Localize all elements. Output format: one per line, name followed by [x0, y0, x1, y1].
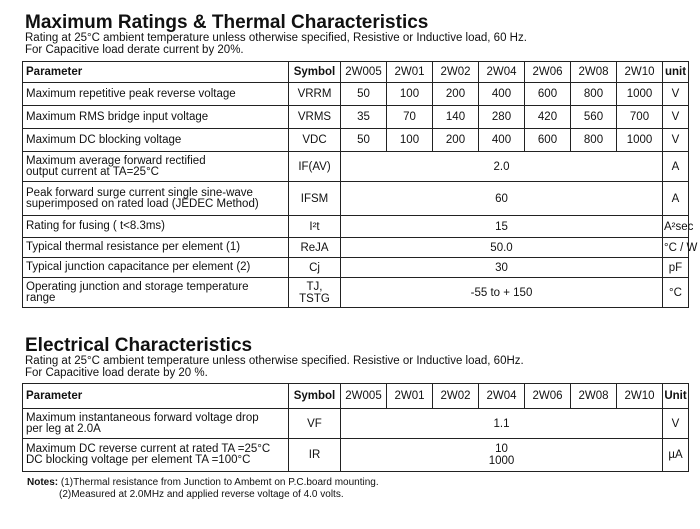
max-ratings-table — [22, 61, 698, 308]
header-device: 2W01 — [387, 384, 433, 409]
value-cell: 280 — [479, 106, 525, 129]
header-device: 2W06 — [525, 62, 571, 83]
note-2: (2)Measured at 2.0MHz and applied reverse voltage of 4.0 volts. — [59, 489, 344, 500]
parameter-line: Typical junction capacitance per element (2) — [26, 261, 251, 273]
symbol-line: I²t — [309, 220, 320, 233]
unit-cell: pF — [663, 258, 689, 278]
symbol-cell — [289, 409, 341, 439]
table-row — [23, 216, 689, 238]
parameter-cell — [23, 278, 289, 308]
value-cell-merged — [341, 278, 663, 308]
value-line: 60 — [495, 192, 508, 205]
header-unit: unit — [663, 62, 689, 83]
table-row — [23, 129, 689, 152]
value-cell: 560 — [571, 106, 617, 129]
value-cell: 100 — [387, 129, 433, 152]
value-cell: 800 — [571, 83, 617, 106]
symbol-line: VRRM — [297, 88, 332, 100]
notes — [27, 477, 379, 501]
header-device: 2W06 — [525, 384, 571, 409]
parameter-cell — [23, 238, 289, 258]
header-device: 2W04 — [479, 384, 525, 409]
value-cell: 420 — [525, 106, 571, 129]
max-ratings-note-2: For Capacitive load derate current by 20%. — [25, 44, 244, 56]
value-cell: 400 — [479, 83, 525, 106]
symbol-line: IFSM — [300, 192, 329, 205]
value-line: 1000 — [488, 455, 515, 467]
table-row — [23, 106, 689, 129]
table-row — [23, 152, 689, 182]
value-line: 15 — [495, 220, 508, 233]
parameter-line: per leg at 2.0A — [26, 422, 101, 435]
value-line: 30 — [495, 261, 508, 274]
parameter-line: superimposed on rated load (JEDEC Method) — [26, 197, 259, 210]
header-device: 2W08 — [571, 384, 617, 409]
value-cell-merged — [341, 258, 663, 278]
table-header-row — [23, 384, 689, 409]
header-parameter: Parameter — [23, 384, 289, 409]
header-device: 2W01 — [387, 62, 433, 83]
max-ratings-note-1: Rating at 25°C ambient temperature unless otherwise specified, Resistive or Inductive load, 60 Hz. — [25, 32, 527, 44]
value-cell: 600 — [525, 129, 571, 152]
header-device: 2W10 — [617, 384, 663, 409]
value-cell: 700 — [617, 106, 663, 129]
header-unit: Unit — [663, 384, 689, 409]
parameter-cell — [23, 129, 289, 152]
parameter-line: Maximum instantaneous forward voltage drop — [26, 411, 259, 424]
parameter-cell — [23, 152, 289, 182]
value-cell: 100 — [387, 83, 433, 106]
parameter-line: Maximum average forward rectified — [26, 154, 206, 167]
unit-cell: A²sec — [663, 216, 689, 238]
header-parameter: Parameter — [23, 62, 289, 83]
value-cell-merged — [341, 216, 663, 238]
value-cell-merged — [341, 152, 663, 182]
unit-cell: °C — [663, 278, 689, 308]
unit-cell: V — [663, 129, 689, 152]
header-device: 2W04 — [479, 62, 525, 83]
table-row — [23, 83, 689, 106]
symbol-cell — [289, 238, 341, 258]
note-1: (1)Thermal resistance from Junction to Ambemt on P.C.board mounting. — [60, 477, 379, 488]
table-row — [23, 238, 689, 258]
parameter-line: Peak forward surge current single sine-wave — [26, 186, 253, 199]
value-cell: 1000 — [617, 83, 663, 106]
table-row — [23, 439, 689, 472]
value-cell-merged — [341, 238, 663, 258]
value-cell-merged — [341, 439, 663, 472]
value-cell: 1000 — [617, 129, 663, 152]
table-row — [23, 409, 689, 439]
unit-cell: A — [663, 182, 689, 216]
symbol-cell — [289, 439, 341, 472]
table-row — [23, 258, 689, 278]
header-device: 2W02 — [433, 62, 479, 83]
value-cell: 35 — [341, 106, 387, 129]
parameter-line: output current at TA=25°C — [26, 165, 159, 178]
header-device: 2W10 — [617, 62, 663, 83]
unit-cell: A — [663, 152, 689, 182]
parameter-line: Maximum DC blocking voltage — [26, 133, 182, 146]
symbol-cell — [289, 182, 341, 216]
value-line: 50.0 — [490, 241, 513, 254]
symbol-cell — [289, 258, 341, 278]
parameter-cell — [23, 258, 289, 278]
value-cell: 200 — [433, 83, 479, 106]
value-cell: 50 — [341, 83, 387, 106]
symbol-cell — [289, 106, 341, 129]
value-cell: 200 — [433, 129, 479, 152]
symbol-line: IR — [308, 449, 321, 461]
value-cell-merged — [341, 182, 663, 216]
parameter-line: DC blocking voltage per element TA =100°C — [26, 454, 251, 466]
parameter-line: Maximum DC reverse current at rated TA =25°C — [26, 443, 271, 455]
symbol-line: VF — [307, 417, 322, 430]
parameter-line: range — [26, 291, 56, 304]
electrical-note-1: Rating at 25°C ambient temperature unless otherwise specified. Resistive or Inductive load, 60Hz. — [25, 355, 524, 367]
symbol-cell — [289, 216, 341, 238]
symbol-line: ReJA — [300, 241, 329, 254]
parameter-line: Rating for fusing ( t<8.3ms) — [26, 220, 166, 232]
parameter-line: Maximum repetitive peak reverse voltage — [26, 87, 236, 100]
value-cell: 800 — [571, 129, 617, 152]
symbol-line: VDC — [302, 134, 327, 146]
symbol-line: VRMS — [297, 111, 332, 123]
symbol-cell — [289, 83, 341, 106]
value-cell: 140 — [433, 106, 479, 129]
symbol-line: TSTG — [299, 292, 330, 305]
parameter-cell — [23, 106, 289, 129]
header-device: 2W08 — [571, 62, 617, 83]
symbol-cell — [289, 129, 341, 152]
electrical-table — [22, 383, 689, 472]
symbol-line: TJ, — [306, 280, 323, 293]
header-device: 2W005 — [341, 384, 387, 409]
unit-cell: V — [663, 409, 689, 439]
parameter-cell — [23, 83, 289, 106]
notes-label: Notes: — [27, 477, 59, 488]
value-line: -55 to + 150 — [470, 286, 533, 299]
header-device: 2W02 — [433, 384, 479, 409]
value-line: 1.1 — [493, 417, 510, 430]
value-cell: 400 — [479, 129, 525, 152]
value-line: 10 — [495, 443, 508, 455]
max-ratings-title: Maximum Ratings & Thermal Characteristics — [25, 12, 429, 33]
parameter-cell — [23, 439, 289, 472]
value-line: 2.0 — [493, 160, 510, 173]
electrical-title: Electrical Characteristics — [25, 335, 253, 356]
table-header-row — [23, 62, 689, 83]
electrical-note-2: For Capacitive load derate by 20 %. — [25, 367, 208, 379]
header-symbol: Symbol — [289, 62, 341, 83]
unit-cell: °C / W — [663, 238, 689, 258]
header-device: 2W005 — [341, 62, 387, 83]
parameter-cell — [23, 216, 289, 238]
parameter-line: Typical thermal resistance per element (1) — [26, 241, 241, 253]
parameter-line: Maximum RMS bridge input voltage — [26, 110, 209, 123]
unit-cell: µA — [663, 439, 689, 472]
table-row — [23, 182, 689, 216]
unit-cell: V — [663, 106, 689, 129]
parameter-cell — [23, 182, 289, 216]
value-cell: 70 — [387, 106, 433, 129]
symbol-cell — [289, 152, 341, 182]
value-cell-merged — [341, 409, 663, 439]
parameter-cell — [23, 409, 289, 439]
value-cell: 600 — [525, 83, 571, 106]
parameter-line: Operating junction and storage temperature — [26, 280, 249, 293]
unit-cell: V — [663, 83, 689, 106]
header-symbol: Symbol — [289, 384, 341, 409]
symbol-line: Cj — [309, 261, 320, 274]
value-cell: 50 — [341, 129, 387, 152]
symbol-line: IF(AV) — [298, 160, 331, 173]
table-row — [23, 278, 689, 308]
symbol-cell — [289, 278, 341, 308]
